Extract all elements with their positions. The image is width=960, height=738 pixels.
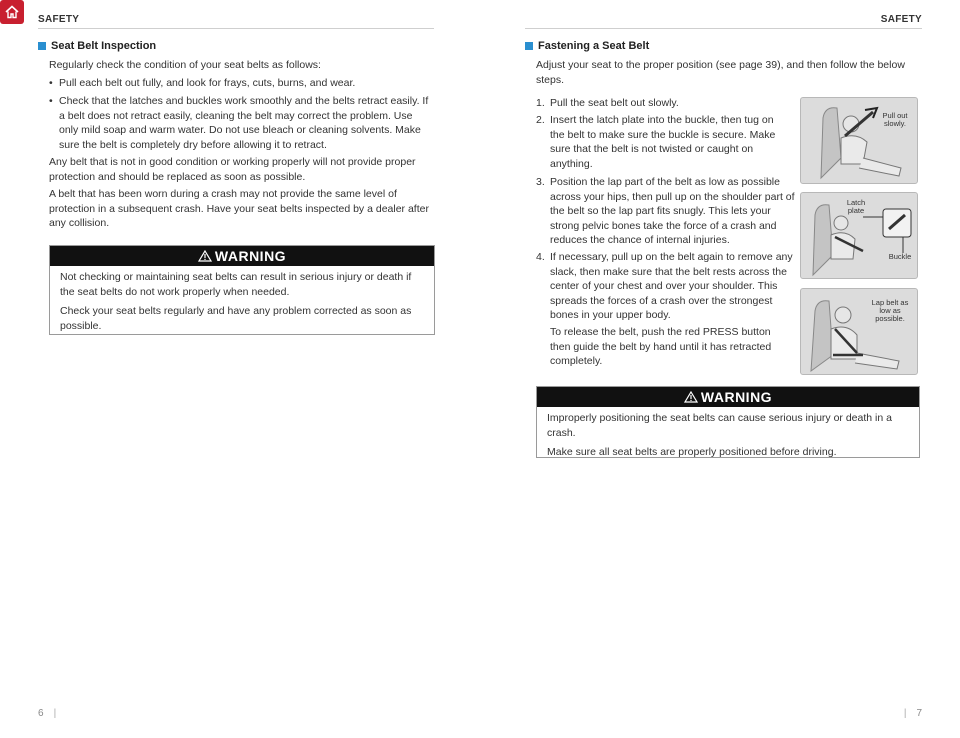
left-warning-title: WARNING	[214, 248, 287, 264]
step-2-number: 2.	[536, 114, 545, 126]
step-3-number: 3.	[536, 176, 545, 188]
step-4-number: 4.	[536, 251, 545, 263]
right-page-header: SAFETY	[880, 14, 922, 25]
left-warning-line-1: Not checking or maintaining seat belts can result in serious injury or death if the seat belts do not work properly when needed.	[60, 271, 412, 298]
right-section-title	[525, 40, 649, 52]
left-page-number: 6 |	[38, 708, 57, 719]
left-warning-line-2: Check your seat belts regularly and have any problem corrected as soon as possible.	[60, 305, 412, 332]
step-1	[536, 96, 798, 111]
left-intro: Regularly check the condition of your seat belts as follows:	[49, 59, 321, 71]
step-4-text: If necessary, pull up on the belt again to remove any slack, then make sure that the belt rests across the center of your chest and over your shoulder. This spreads the forces of a crash over the strongest bones in your upper body.	[550, 251, 793, 321]
step-3	[536, 175, 798, 248]
step-2	[536, 113, 786, 171]
step-4	[536, 250, 798, 323]
step-2-text: Insert the latch plate into the buckle, then tug on the belt to make sure the buckle is secure. Make sure that the belt is not twisted or caught on anything.	[550, 114, 776, 170]
right-warning-title: WARNING	[700, 389, 773, 405]
right-header-rule	[525, 28, 922, 29]
home-button[interactable]	[0, 0, 24, 24]
section-marker-icon	[38, 42, 46, 50]
right-warning-line-2: Make sure all seat belts are properly positioned before driving.	[547, 446, 837, 458]
left-para-1: Any belt that is not in good condition or working properly will not provide proper protection and should be replaced as soon as possible.	[49, 156, 416, 183]
right-section-title-text: Fastening a Seat Belt	[538, 40, 650, 52]
release-instructions: To release the belt, push the red PRESS button then guide the belt by hand until it has retracted completely.	[550, 326, 772, 367]
pull-out-label: Pull out slowly.	[882, 111, 908, 128]
lap-belt-label: Lap belt as low as possible.	[871, 298, 909, 323]
left-section-title-text: Seat Belt Inspection	[51, 40, 157, 52]
step-1-text: Pull the seat belt out slowly.	[550, 97, 679, 109]
left-para-2: A belt that has been worn during a crash may not provide the same level of protection in a subsequent crash. Have your seat belts inspected by a dealer after any collision.	[49, 188, 429, 229]
left-bullet-1: • Pull each belt out fully, and look for frays, cuts, burns, and wear.	[49, 76, 434, 91]
left-warning-box	[49, 245, 435, 335]
illustration-pull-out	[800, 97, 918, 184]
buckle-label: Buckle	[888, 252, 912, 261]
right-warning-bar	[537, 387, 919, 407]
step-1-number: 1.	[536, 97, 545, 109]
right-page-number: | 7	[903, 708, 922, 719]
right-warning-line-1: Improperly positioning the seat belts can cause serious injury or death in a crash.	[547, 412, 892, 439]
illustration-latch-buckle	[800, 192, 918, 279]
step-3-text: Position the lap part of the belt as low as possible across your hips, then pull up on the shoulder part of the belt so the lap part fits snugly. This lets your strong pelvic bones take the force of a crash and reduces the chance of internal injuries.	[550, 176, 795, 246]
warning-triangle-icon	[198, 250, 212, 262]
left-section-title	[38, 40, 156, 52]
latch-plate-label: Latch plate	[846, 198, 866, 215]
left-header-rule	[38, 28, 434, 29]
right-intro: Adjust your seat to the proper position (see page 39), and then follow the below steps.	[536, 59, 905, 86]
warning-triangle-icon	[684, 391, 698, 403]
left-page-header: SAFETY	[38, 14, 80, 25]
section-marker-icon	[525, 42, 533, 50]
home-icon	[4, 4, 20, 20]
left-bullet-2: • Check that the latches and buckles work smoothly and the belts retract easily. If a belt does not retract easily, cleaning the belt may correct the problem. Use only mild soap and warm water. Do not use bleach or cleaning solvents. Make sure the belt is completely dry before allowing it to retract.	[49, 94, 434, 152]
illustration-lap-belt	[800, 288, 918, 375]
right-warning-box	[536, 386, 920, 458]
left-warning-bar	[50, 246, 434, 266]
